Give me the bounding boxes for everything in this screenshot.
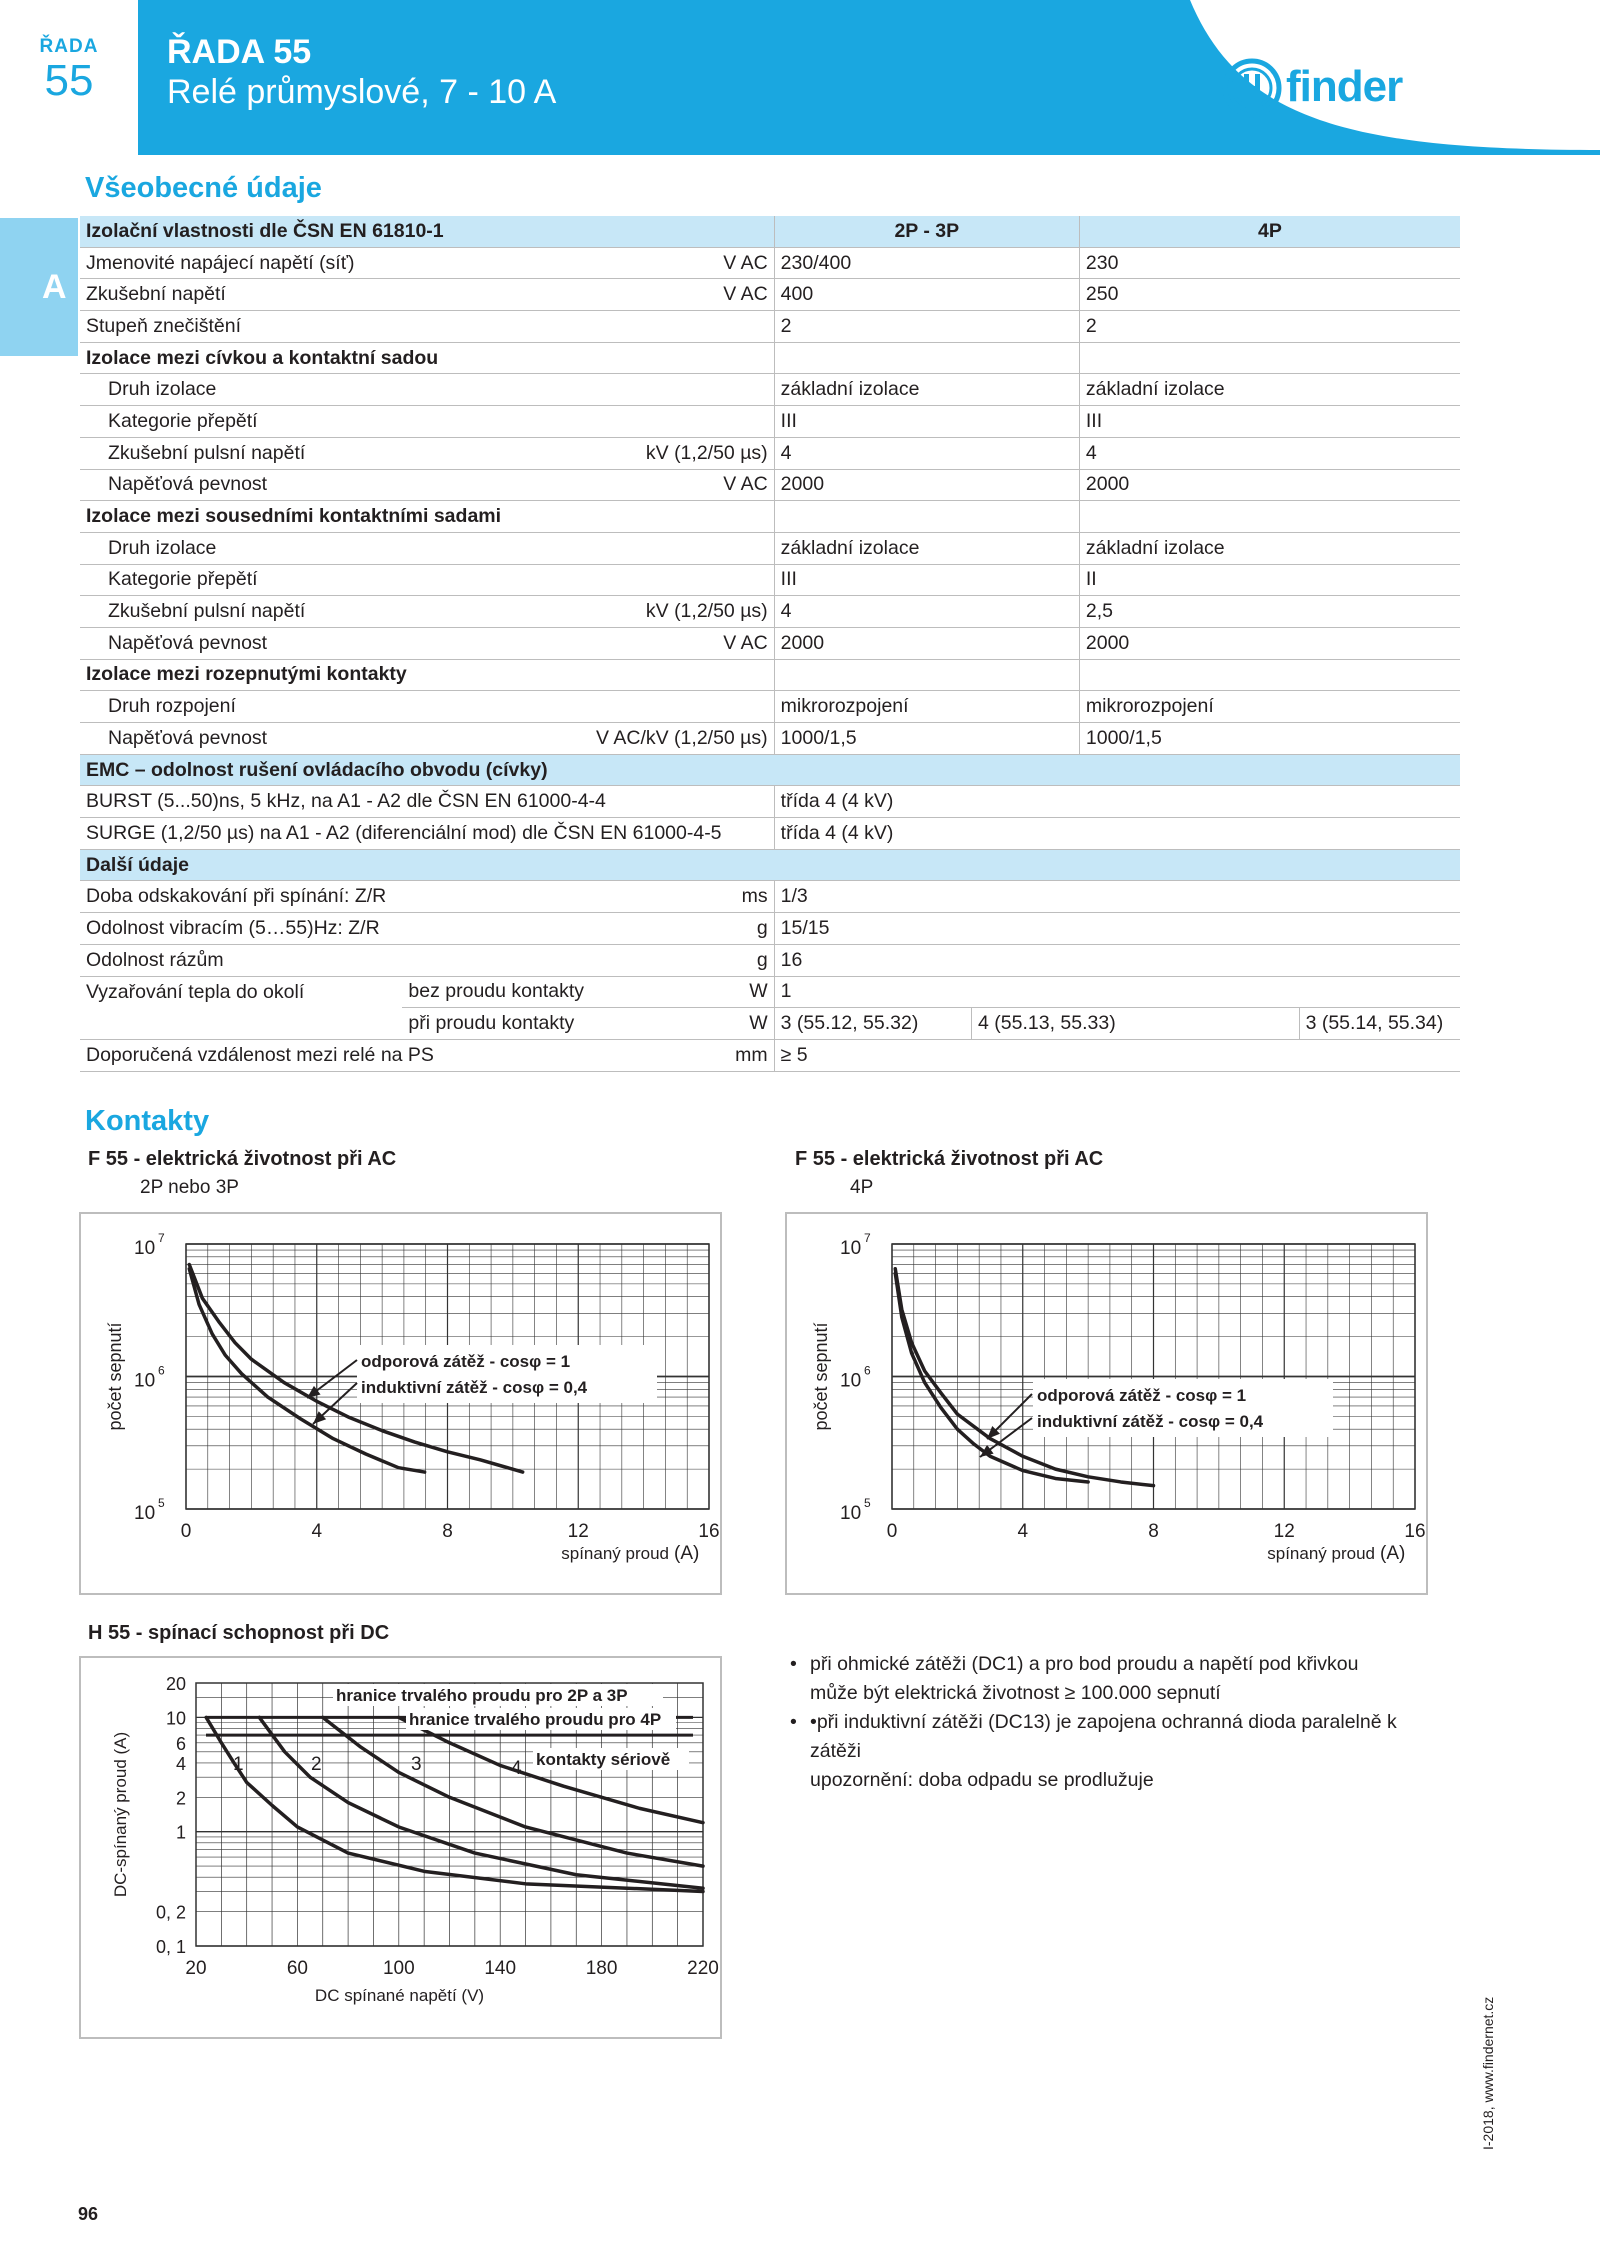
general-table — [80, 216, 1460, 1072]
annotation-label: induktivní zátěž - cosφ = 0,4 — [361, 1378, 588, 1397]
x-axis-label: spínaný proud — [561, 1544, 669, 1563]
row-value-2p3p: 1000/1,5 — [774, 723, 1079, 755]
y-tick-base: 10 — [840, 1503, 862, 1524]
row-value-4p: 230 — [1079, 247, 1460, 279]
annotation-label: odporová zátěž - cosφ = 1 — [361, 1352, 571, 1371]
chart2-title: F 55 - elektrická životnost při AC — [795, 1148, 1104, 1170]
series-curve-3 — [323, 1717, 703, 1866]
row-label: Jmenovité napájecí napětí (síť) — [80, 247, 590, 279]
annotation-label: hranice trvalého proudu pro 2P a 3P — [336, 1686, 628, 1705]
table-row — [80, 1039, 1460, 1071]
table-row — [80, 469, 1460, 501]
row-unit: g — [590, 944, 774, 976]
annotation-label: kontakty sériově — [536, 1750, 671, 1769]
x-tick-label: 0 — [180, 1521, 192, 1542]
table-row — [80, 596, 1460, 628]
row-label: Kategorie přepětí — [80, 406, 590, 438]
y-tick-base: 10 — [134, 1238, 156, 1259]
y-tick-exp: 5 — [864, 1496, 871, 1510]
row-value-2p3p: 4 — [774, 437, 1079, 469]
row-label: Odolnost rázům — [80, 944, 590, 976]
row-label: Zkušební napětí — [80, 279, 590, 311]
table-row — [80, 754, 1460, 786]
series-label: ŘADA — [39, 36, 99, 57]
row-label: Napěťová pevnost — [80, 469, 590, 501]
note-2-text: •při induktivní zátěži (DC13) je zapojena ochranná dioda paralelně k zátěži — [810, 1711, 1397, 1762]
contact-notes — [790, 1650, 1410, 1795]
row-value: ≥ 5 — [774, 1039, 1460, 1071]
row-value: 1/3 — [774, 881, 1460, 913]
y-axis-label: počet sepnutí — [105, 1322, 125, 1431]
row-value-4p: mikrorozpojení — [1079, 691, 1460, 723]
chart1-subtitle: 2P nebo 3P — [140, 1177, 239, 1198]
general-table-wrap — [80, 216, 1460, 1072]
table-row — [80, 342, 1460, 374]
table-row — [80, 723, 1460, 755]
page-number: 96 — [78, 2204, 99, 2224]
row-label: SURGE (1,2/50 µs) na A1 - A2 (diferenciální mod) dle ČSN EN 61000-4-5 — [80, 818, 774, 850]
row-value-2p3p — [774, 342, 1079, 374]
table-row — [80, 881, 1460, 913]
row-value-2p3p — [774, 659, 1079, 691]
x-tick-label: 12 — [1273, 1521, 1295, 1542]
x-tick-label: 16 — [698, 1521, 720, 1542]
row-value-4p: III — [1079, 406, 1460, 438]
table-row — [80, 532, 1460, 564]
row-label: Zkušební pulsní napětí — [80, 596, 590, 628]
row-unit — [590, 501, 774, 533]
row-value-4p: 2000 — [1079, 469, 1460, 501]
table-row — [80, 818, 1460, 850]
x-tick-label: 100 — [382, 1958, 415, 1979]
row-unit: V AC/kV (1,2/50 µs) — [590, 723, 774, 755]
row-value-2p3p: 400 — [774, 279, 1079, 311]
row-unit: mm — [590, 1039, 774, 1071]
row-label: Doba odskakování při spínání: Z/R — [80, 881, 590, 913]
table-row — [80, 627, 1460, 659]
note-extra: upozornění: doba odpadu se prodlužuje — [810, 1769, 1154, 1791]
y-tick-label: 1 — [175, 1822, 186, 1843]
side-tab — [0, 218, 78, 356]
x-tick-label: 4 — [311, 1521, 323, 1542]
x-tick-label: 0 — [886, 1521, 898, 1542]
row-label: Druh rozpojení — [80, 691, 590, 723]
y-tick-exp: 5 — [158, 1496, 165, 1510]
row-value: 15/15 — [774, 913, 1460, 945]
row-unit: W — [590, 976, 774, 1008]
row-value-4p: II — [1079, 564, 1460, 596]
y-tick-base: 10 — [840, 1370, 862, 1392]
row-value: třída 4 (4 kV) — [774, 786, 1460, 818]
y-tick-label: 2 — [175, 1788, 186, 1809]
subtitle: Relé průmyslové, 7 - 10 A — [167, 73, 557, 111]
row-value-2p3p: III — [774, 406, 1079, 438]
row-unit — [590, 406, 774, 438]
row-value-4p: 2 — [1079, 311, 1460, 343]
row-value-4p — [1079, 342, 1460, 374]
row-value-4p — [1079, 659, 1460, 691]
row-value-2p3p: základní izolace — [774, 374, 1079, 406]
row-label: Druh izolace — [80, 532, 590, 564]
x-tick-label: 180 — [585, 1958, 618, 1979]
chart3 — [81, 1658, 720, 2037]
table-row — [80, 976, 1460, 1008]
row-label: Odolnost vibracím (5…55)Hz: Z/R — [80, 913, 590, 945]
row-value-4p — [1079, 501, 1460, 533]
row-value-4p: 2000 — [1079, 627, 1460, 659]
row-value-2p3p: 2000 — [774, 627, 1079, 659]
row-unit — [590, 374, 774, 406]
finder-logo-icon — [1222, 58, 1282, 118]
row-unit: kV (1,2/50 µs) — [590, 596, 774, 628]
y-tick-label: 0, 2 — [155, 1902, 186, 1923]
y-tick-exp: 6 — [864, 1363, 871, 1378]
row-label: Kategorie přepětí — [80, 564, 590, 596]
row-value: 16 — [774, 944, 1460, 976]
row-value-4p: 250 — [1079, 279, 1460, 311]
row-value-4p: 2,5 — [1079, 596, 1460, 628]
row-unit: kV (1,2/50 µs) — [590, 437, 774, 469]
y-tick-base: 10 — [134, 1370, 156, 1392]
table-row — [80, 374, 1460, 406]
chart1-title: F 55 - elektrická životnost při AC — [88, 1148, 397, 1170]
table-row — [80, 786, 1460, 818]
row-unit: W — [590, 1008, 774, 1040]
x-axis-label: spínaný proud — [1267, 1544, 1375, 1563]
row-value-2p3p: 2P - 3P — [774, 216, 1079, 247]
table-row — [80, 944, 1460, 976]
row-value-2p3p: 2000 — [774, 469, 1079, 501]
row-unit: V AC — [590, 247, 774, 279]
table-row — [80, 216, 1460, 247]
row-unit — [590, 564, 774, 596]
title: ŘADA 55 — [167, 33, 312, 71]
row-label: Izolační vlastnosti dle ČSN EN 61810-1 — [80, 216, 590, 247]
row-value-4p: 4P — [1079, 216, 1460, 247]
table-row — [80, 849, 1460, 881]
row-value: 3 (55.14, 55.34) — [1299, 1008, 1460, 1040]
row-value-2p3p: 2 — [774, 311, 1079, 343]
y-axis-label: počet sepnutí — [811, 1322, 831, 1431]
bullet-icon: • — [790, 1711, 797, 1733]
finder-logo-text: finder — [1286, 62, 1403, 111]
row-unit — [590, 659, 774, 691]
side-note: I-2018, www.findernet.cz — [1480, 1996, 1496, 2150]
row-label: Doporučená vzdálenost mezi relé na PS — [80, 1039, 590, 1071]
y-tick-label: 10 — [165, 1708, 186, 1729]
row-value-4p: základní izolace — [1079, 374, 1460, 406]
row-value-4p: 1000/1,5 — [1079, 723, 1460, 755]
row-value-2p3p: 4 — [774, 596, 1079, 628]
table-row — [80, 279, 1460, 311]
other-heading: Další údaje — [80, 849, 774, 881]
side-tab-letter: A — [42, 268, 67, 306]
x-tick-label: 140 — [484, 1958, 517, 1979]
row-value: třída 4 (4 kV) — [774, 818, 1460, 850]
row-unit: V AC — [590, 469, 774, 501]
row-label: BURST (5...50)ns, 5 kHz, na A1 - A2 dle ČSN EN 61000-4-4 — [80, 786, 774, 818]
bullet-icon: • — [790, 1653, 797, 1675]
y-tick-label: 0, 1 — [155, 1937, 186, 1957]
row-unit — [590, 342, 774, 374]
row-value-4p: 4 — [1079, 437, 1460, 469]
chart2 — [787, 1214, 1426, 1593]
row-value-2p3p: základní izolace — [774, 532, 1079, 564]
row-sublabel: bez proudu kontakty — [402, 976, 590, 1008]
series-line-1 — [895, 1269, 1153, 1486]
chart1-box — [79, 1212, 722, 1595]
row-label: Zkušební pulsní napětí — [80, 437, 590, 469]
row-value: 3 (55.12, 55.32) — [774, 1008, 971, 1040]
y-tick-base: 10 — [134, 1503, 156, 1524]
row-label: Napěťová pevnost — [80, 723, 590, 755]
y-tick-label: 4 — [175, 1753, 186, 1774]
row-unit — [590, 311, 774, 343]
row-value-2p3p: III — [774, 564, 1079, 596]
row-label: Napěťová pevnost — [80, 627, 590, 659]
row-value: 1 — [774, 976, 1460, 1008]
emc-heading: EMC – odolnost rušení ovládacího obvodu (cívky) — [80, 754, 774, 786]
row-label: Izolace mezi sousedními kontaktními sadami — [80, 501, 590, 533]
x-tick-label: 16 — [1404, 1521, 1426, 1542]
chart3-box — [79, 1656, 722, 2039]
y-tick-base: 10 — [840, 1238, 862, 1259]
arrow-head-icon — [307, 1386, 321, 1398]
chart1 — [81, 1214, 720, 1593]
x-axis-unit: (A) — [674, 1543, 700, 1564]
annotation-label: odporová zátěž - cosφ = 1 — [1037, 1386, 1247, 1405]
series-line-2 — [895, 1273, 1088, 1482]
annotation-label: induktivní zátěž - cosφ = 0,4 — [1037, 1412, 1264, 1431]
row-unit: V AC — [590, 627, 774, 659]
table-row — [80, 659, 1460, 691]
row-value-2p3p: 230/400 — [774, 247, 1079, 279]
row-value: 4 (55.13, 55.33) — [972, 1008, 1300, 1040]
row-label: Izolace mezi cívkou a kontaktní sadou — [80, 342, 590, 374]
row-label: Izolace mezi rozepnutými kontakty — [80, 659, 590, 691]
table-row — [80, 501, 1460, 533]
row-value-2p3p: mikrorozpojení — [774, 691, 1079, 723]
x-axis-label: DC spínané napětí (V) — [314, 1986, 485, 2005]
y-tick-exp: 7 — [158, 1231, 165, 1245]
chart2-subtitle: 4P — [850, 1177, 874, 1198]
curve-label: 2 — [311, 1754, 322, 1775]
y-axis-label: DC-spínaný proud (A) — [111, 1731, 130, 1898]
series-number: 55 — [44, 56, 94, 105]
annotation-label: hranice trvalého proudu pro 4P — [409, 1710, 662, 1729]
row-label: Vyzařování tepla do okolí — [80, 976, 402, 1039]
row-label: Druh izolace — [80, 374, 590, 406]
table-row — [80, 691, 1460, 723]
y-tick-label: 20 — [165, 1674, 186, 1694]
row-unit: ms — [590, 881, 774, 913]
curve-label: 3 — [411, 1754, 422, 1775]
row-value-4p: základní izolace — [1079, 532, 1460, 564]
row-unit — [590, 691, 774, 723]
chart2-box — [785, 1212, 1428, 1595]
section-heading-contacts: Kontakty — [85, 1105, 210, 1137]
row-unit — [590, 532, 774, 564]
page-title — [167, 32, 556, 112]
table-row — [80, 311, 1460, 343]
x-tick-label: 220 — [687, 1958, 719, 1979]
table-row — [80, 437, 1460, 469]
y-tick-exp: 6 — [158, 1363, 165, 1378]
x-tick-label: 8 — [1148, 1521, 1159, 1542]
table-row — [80, 913, 1460, 945]
note-2 — [790, 1708, 1410, 1766]
section-heading-general: Všeobecné údaje — [85, 172, 322, 204]
x-tick-label: 8 — [442, 1521, 453, 1542]
curve-label: 4 — [511, 1758, 522, 1779]
chart3-title: H 55 - spínací schopnost při DC — [88, 1622, 390, 1644]
curve-label: 1 — [233, 1754, 244, 1775]
note-1 — [790, 1650, 1410, 1708]
x-axis-unit: (A) — [1380, 1543, 1406, 1564]
x-tick-label: 20 — [185, 1958, 207, 1979]
series-marker — [0, 36, 138, 104]
row-label: Stupeň znečištění — [80, 311, 590, 343]
row-sublabel: při proudu kontakty — [402, 1008, 590, 1040]
table-row — [80, 564, 1460, 596]
y-tick-exp: 7 — [864, 1231, 871, 1245]
x-tick-label: 12 — [567, 1521, 589, 1542]
row-unit — [590, 216, 774, 247]
note-1-text: při ohmické zátěži (DC1) a pro bod proudu a napětí pod křivkou může být elektrická životnost ≥ 100.000 sepnutí — [810, 1653, 1359, 1704]
table-row — [80, 247, 1460, 279]
row-unit: V AC — [590, 279, 774, 311]
x-tick-label: 60 — [286, 1958, 308, 1979]
y-tick-label: 6 — [175, 1733, 186, 1754]
row-empty — [774, 754, 1460, 786]
row-empty — [774, 849, 1460, 881]
table-row — [80, 406, 1460, 438]
row-unit: g — [590, 913, 774, 945]
x-tick-label: 4 — [1017, 1521, 1029, 1542]
row-value-2p3p — [774, 501, 1079, 533]
